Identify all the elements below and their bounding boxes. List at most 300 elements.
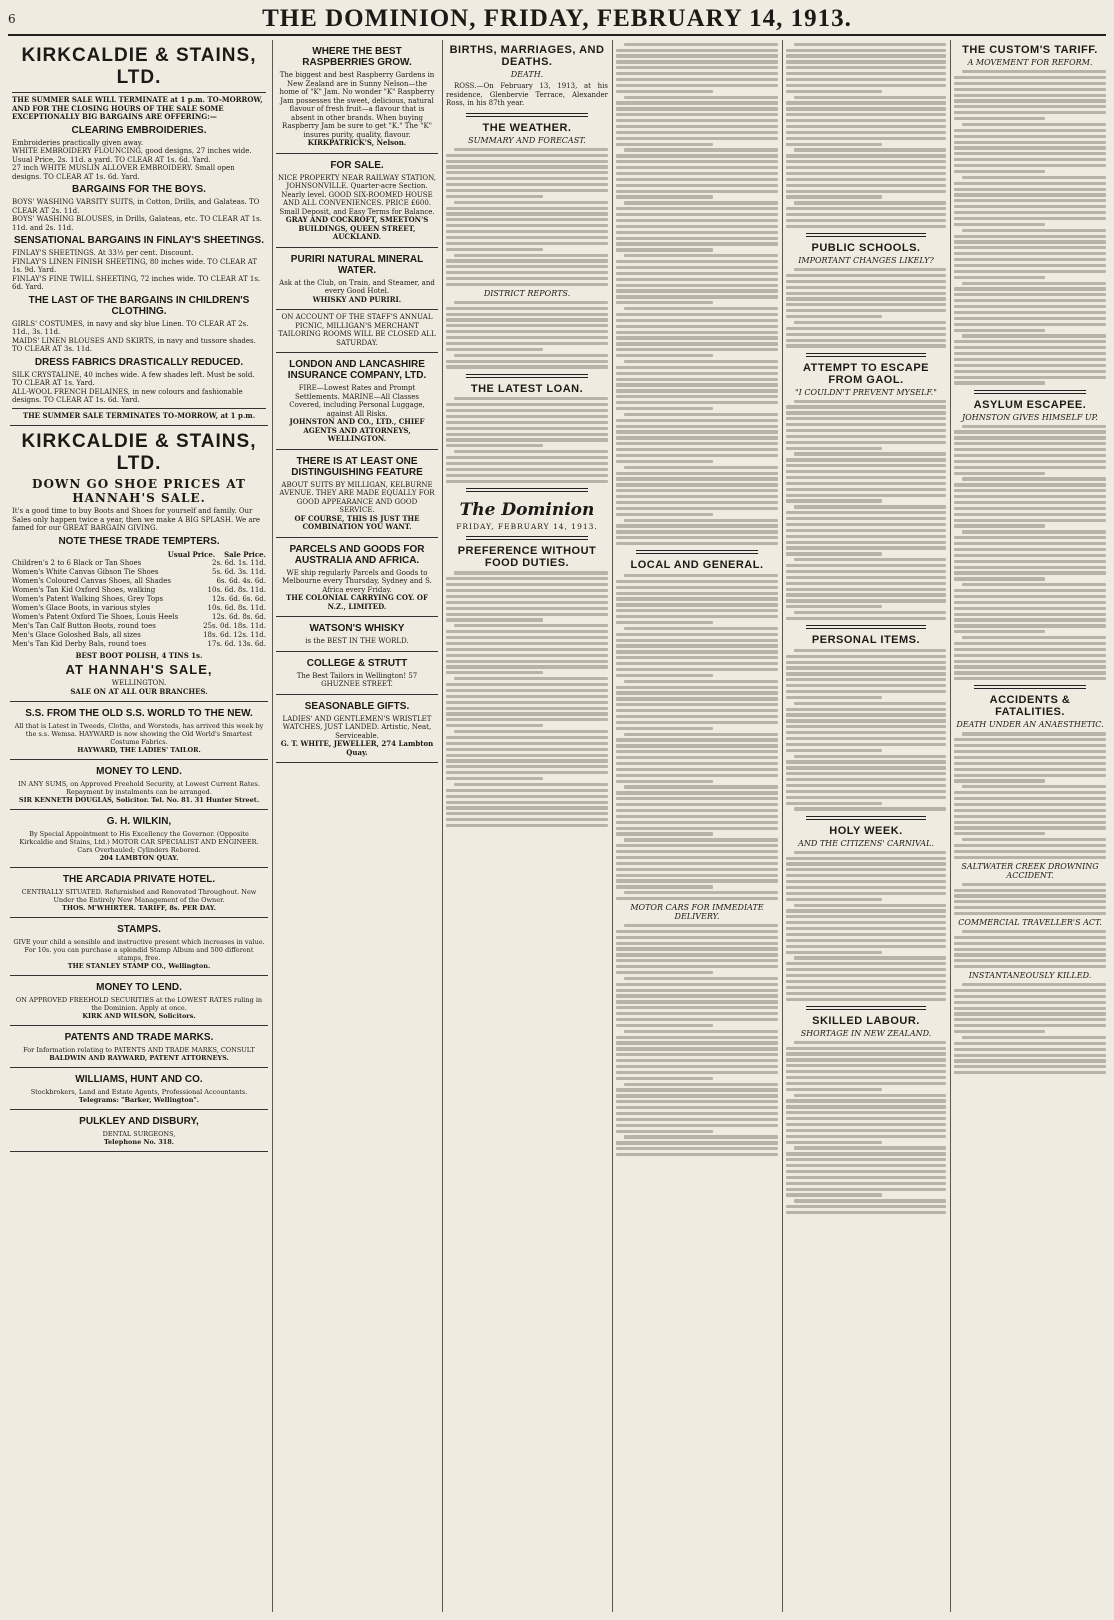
masthead [8,4,1106,36]
text-line [446,642,608,645]
text-line [954,299,1106,302]
text-line [616,325,778,328]
text-line [616,372,778,375]
text-line [954,311,1106,314]
text-line [954,211,1106,214]
text-line [446,801,608,804]
text-line [786,541,946,544]
text-line [616,756,778,759]
text-line [454,301,608,304]
text-line [786,605,882,608]
text-line [446,259,608,262]
text-line [446,462,608,465]
text-line [616,90,713,93]
text-line [616,1041,778,1044]
text-line [446,189,608,192]
text-line [954,381,1045,384]
holy-week-subheading: AND THE CITIZENS' CARNIVAL. [798,838,934,848]
text-line [954,624,1106,627]
text-line [786,333,946,336]
text-line [786,292,946,295]
text-line [954,607,1106,610]
text-line [446,283,608,286]
column-3 [446,40,608,1614]
text-line [954,152,1106,155]
text-line [786,125,946,128]
text-line [446,695,608,698]
text-line [624,891,778,894]
text-line [446,224,608,227]
text-line [446,683,608,686]
text-line [786,749,882,752]
text-line [786,927,946,930]
text-line [446,736,608,739]
text-line [786,178,946,181]
classified-ad-title: WILLIAMS, HUNT AND CO. [75,1074,203,1085]
text-line [616,862,778,865]
text-line [616,143,713,146]
text-line [446,456,608,459]
text-line [446,218,608,221]
display-ad-body: NICE PROPERTY NEAR RAILWAY STATION, JOHNSONVILLE. Quarter-acre Section. Nearly level. GOOD SIX-ROOMED HOUSE AND ALL CONVENIENCES. PRICE £600. Small Deposit, and Easy Terms for Balance. [278,173,436,216]
text-line [616,1153,778,1156]
display-ad-title: THERE IS AT LEAST ONE DISTINGUISHING FEATURE [291,455,423,478]
text-line [794,851,946,854]
text-line [786,280,946,283]
text-line [954,472,1045,475]
text-line [954,768,1106,771]
text-line [954,448,1106,451]
text-line [616,184,778,187]
text-line [786,143,882,146]
text-line [794,558,946,561]
text-line [616,160,778,163]
classified-ad-title: S.S. FROM THE OLD S.S. WORLD TO THE NEW. [25,708,253,719]
skilled-labour-text [786,1041,946,1215]
text-line [446,212,608,215]
text-line [954,803,1106,806]
display-ad-footer: WHISKY AND PURIRI. [312,294,402,304]
text-line [954,648,1106,651]
classified-ad-title: G. H. WILKIN, [106,816,172,827]
traveller-subheading: COMMERCIAL TRAVELLER'S ACT. [958,917,1102,927]
display-ad-body: The Best Tailors in Wellington! 57 GHUZNEE STREET. [296,671,418,688]
classified-ad-body: IN ANY SUMS, on Approved Freehold Security, at Lowest Current Rates. Repayment by instalments can be arranged. [18,780,260,796]
text-line [786,986,946,989]
classified-ad [10,702,268,760]
text-line [954,894,1106,897]
text-line [616,650,778,653]
column-rule [950,40,951,1612]
text-line [616,1147,778,1150]
text-line [954,146,1106,149]
display-ad [276,617,438,652]
text-line [962,334,1106,337]
personal-text [786,649,946,811]
text-line [954,358,1106,361]
text-line [954,959,1106,962]
text-line [954,111,1106,114]
preference-text [446,571,608,827]
small-ads-block [10,702,268,1152]
text-line [616,809,778,812]
text-line [616,1053,778,1056]
skilled-labour-heading: SKILLED LABOUR. [812,1014,920,1027]
text-line [454,201,608,204]
classified-ad-body: CENTRALLY SITUATED. Refurnished and Renovated Throughout. New Under the Entirely New Management of the Owner. [21,888,257,904]
text-line [786,172,946,175]
text-line [786,303,946,306]
text-line [616,436,778,439]
text-line [786,213,946,216]
display-ad-title: PURIRI NATURAL MINERAL WATER. [290,253,424,276]
classified-ad-footer: THE STANLEY STAMP CO., Wellington. [67,962,211,970]
text-line [616,668,778,671]
personal-heading: PERSONAL ITEMS. [811,634,921,647]
text-line [454,730,608,733]
text-line [616,248,713,251]
text-line [446,812,608,815]
text-line [446,433,608,436]
price-table-heading: NOTE THESE TRADE TEMPTERS. [58,535,220,547]
text-line [954,489,1106,492]
text-line [962,123,1106,126]
local-heading: LOCAL AND GENERAL. [630,559,764,572]
sale-section-heading: CLEARING EMBROIDERIES. [71,124,207,136]
display-ad [276,353,438,450]
text-line [954,370,1106,373]
text-line [786,60,946,63]
text-line [786,945,946,948]
text-line [954,738,1106,741]
shoe-item: Men's Tan Calf Button Boots, round toes [12,621,156,630]
text-line [954,141,1106,144]
text-line [446,248,543,251]
text-line [616,107,778,110]
text-line [786,1176,946,1179]
display-ad-body: is the BEST IN THE WORLD. [305,637,409,645]
sale-item: SILK CRYSTALINE, 40 inches wide. A few shades left. Must be sold. TO CLEAR AT 1s. Yard. [12,370,255,387]
text-line [954,1042,1106,1045]
skilled-labour-subheading: SHORTAGE IN NEW ZEALAND. [800,1028,932,1038]
text-line [786,1141,882,1144]
text-line [624,785,778,788]
death-notice: ROSS.—On February 13, 1913, at his residence, Glenbervie Terrace, Alexander Ross, in his 87th year. [446,82,608,108]
text-line [962,732,1106,735]
sale-item: Embroideries practically given away. [12,138,144,147]
shoe-prices: 5s. 6d. 3s. 11d. [212,567,266,576]
sale-item: 27 inch WHITE MUSLIN ALLOVER EMBROIDERY. Small open designs. TO CLEAR AT 1s. 6d. Yard. [12,164,235,181]
classified-ad-footer: Telegrams: "Barker, Wellington". [78,1096,200,1104]
text-line [446,795,608,798]
ad-title: KIRKCALDIE & STAINS, LTD. [21,431,257,474]
paper-banner: The Dominion [459,499,595,520]
text-line [616,942,778,945]
text-line [954,129,1106,132]
text-line [616,72,778,75]
text-line [786,617,946,620]
preference-heading: PREFERENCE WITHOUT FOOD DUTIES. [457,544,597,569]
text-line [954,995,1106,998]
text-line [786,998,946,1001]
column-5 [786,40,946,1614]
text-line [616,1000,778,1003]
text-line [954,965,1106,968]
text-line [954,1065,1106,1068]
price-row [12,640,266,649]
text-line [954,258,1106,261]
column-rule [782,40,783,1612]
text-line [446,748,608,751]
text-line [454,677,608,680]
text-line [786,78,946,81]
text-line [616,644,778,647]
text-line [786,1129,946,1132]
text-line [616,656,778,659]
text-line [954,235,1106,238]
display-ad-footer: GRAY AND COCKROFT, SMEETON'S BUILDINGS, QUEEN STREET, AUCKLAND. [285,215,429,241]
text-line [954,900,1106,903]
shoe-prices: 6s. 6d. 4s. 6d. [216,576,266,585]
births-heading: BIRTHS, MARRIAGES, AND DEATHS. [449,44,605,68]
classified-ad [10,868,268,918]
text-line [446,671,543,674]
text-line [786,974,946,977]
text-line [786,1058,946,1061]
text-line [786,772,946,775]
column-2 [276,40,438,1614]
text-line [954,346,1106,349]
sale-section-heading: DRESS FABRICS DRASTICALLY REDUCED. [34,356,244,368]
text-line [616,295,778,298]
text-line [616,137,778,140]
text-line [954,76,1106,79]
text-line [616,242,778,245]
text-line [616,284,778,287]
text-line [954,821,1106,824]
classified-ad-body: DENTAL SURGEONS, [102,1130,176,1138]
text-line [954,942,1106,945]
text-line [962,1036,1106,1039]
text-line [786,1111,946,1114]
text-line [616,425,778,428]
hannah-footer-branches: SALE ON AT ALL OUR BRANCHES. [70,686,208,696]
text-line [954,164,1106,167]
display-ad [276,450,438,538]
display-ad-title: PARCELS AND GOODS FOR AUSTRALIA AND AFRICA. [289,543,425,566]
text-line [616,1118,778,1121]
motor-text [616,924,778,1156]
shoe-item: Women's Tan Kid Oxford Shoes, walking [12,585,156,594]
text-line [616,639,778,642]
text-line [616,832,713,835]
text-line [954,826,1106,829]
sale-section-heading: THE LAST OF THE BARGAINS IN CHILDREN'S CLOTHING. [28,294,250,317]
text-line [616,936,778,939]
shoe-prices: 12s. 6d. 8s. 6d. [212,612,266,621]
text-line [446,601,608,604]
text-line [624,307,778,310]
public-schools-heading: PUBLIC SCHOOLS. [811,242,921,254]
text-line [954,1012,1106,1015]
text-line [794,268,946,271]
text-line [454,354,608,357]
text-line [954,750,1106,753]
text-line [616,78,778,81]
classified-ad-title: MONEY TO LEND. [96,982,182,993]
text-line [786,684,946,687]
text-line [616,166,778,169]
district-heading: DISTRICT REPORTS. [483,288,571,298]
text-line [786,1182,946,1185]
text-line [616,395,778,398]
text-line [962,425,1106,428]
text-line [616,983,778,986]
column-1 [10,40,268,1614]
text-line [616,207,778,210]
text-line [954,317,1106,320]
text-line [616,172,778,175]
text-line [616,621,713,624]
text-line [446,701,608,704]
text-line [954,677,1106,680]
price-row [12,568,266,577]
text-line [962,229,1106,232]
display-ad-body: Ask at the Club, on Train, and Steamer, and every Good Hotel. [279,278,435,295]
text-line [624,96,778,99]
display-ad-body: The biggest and best Raspberry Gardens in New Zealand are in Sunny Nelson—the home of "K" Jam. No wonder "K" Raspberry Jam possesses the sweet, delicious, natural flavour of fresh fruit—a flavour that is absent in other brands. When buying Raspberry Jam be sure to get "K." The "K" insures purity, quality, flavour. [279,71,435,139]
price-table [12,559,266,649]
tariff-text [954,70,1106,385]
text-line [954,182,1106,185]
accidents-heading: ACCIDENTS & FATALITIES. [989,694,1071,719]
text-line [616,366,778,369]
classified-ad-title: PATENTS AND TRADE MARKS. [64,1032,214,1043]
text-line [954,809,1106,812]
text-line [954,791,1106,794]
text-line [954,948,1106,951]
text-line [446,754,608,757]
text-line [624,838,778,841]
text-line [616,856,778,859]
text-line [616,930,778,933]
text-line [454,397,608,400]
text-line [954,264,1106,267]
text-line [786,790,946,793]
display-ad-body: WE ship regularly Parcels and Goods to Melbourne every Thursday, Sydney and S. Africa every Friday. [282,568,432,594]
shoe-prices: 2s. 6d. 1s. 11d. [212,558,266,567]
tariff-heading: THE CUSTOM'S TARIFF. [962,44,1098,56]
text-line [446,468,608,471]
text-line [624,148,778,151]
text-line [624,254,778,257]
text-line [446,195,543,198]
text-line [954,832,1045,835]
text-line [786,1064,946,1067]
classified-ad-footer: 204 LAMBTON QUAY. [99,854,179,862]
text-line [786,429,946,432]
text-line [454,450,608,453]
text-line [616,780,713,783]
text-line [786,713,946,716]
text-line [616,971,713,974]
page-number: 6 [8,12,16,26]
text-line [954,495,1106,498]
text-line [446,444,543,447]
display-ad-footer: KIRKPATRICK'S, Nelson. [307,138,407,147]
text-line [954,240,1106,243]
text-line [786,488,946,491]
text-line [794,755,946,758]
text-line [786,309,946,312]
text-line [616,407,713,410]
text-line [786,417,946,420]
sale-section-heading: SENSATIONAL BARGAINS IN FINLAY'S SHEETINGS. [14,235,264,246]
text-line [616,686,778,689]
text-line [794,43,946,46]
text-line [446,595,608,598]
sale-item: WHITE EMBROIDERY FLOUNCING, good designs, 27 inches wide. Usual Price, 2s. 11d. a yard. TO CLEAR AT 1s. 6d. Yard. [12,147,252,164]
text-line [954,507,1106,510]
text-line [616,383,778,386]
text-line [446,689,608,692]
sale-item: FINLAY'S LINEN FINISH SHEETING, 80 inches wide. TO CLEAR AT 1s. 9d. Yard. [12,257,258,274]
text-line [954,566,1106,569]
text-line [446,474,608,477]
text-line [786,690,946,693]
text-line [786,131,946,134]
text-line [616,319,778,322]
text-line [954,193,1106,196]
column-rule [272,40,273,1612]
text-line [446,438,608,441]
text-line [446,806,608,809]
text-line [616,348,778,351]
text-line [446,577,608,580]
text-line [954,436,1106,439]
text-line [954,223,1045,226]
classified-ad [10,760,268,810]
text-line [616,49,778,52]
text-line [786,576,946,579]
text-line [954,889,1106,892]
text-line [454,148,608,151]
text-line [454,624,608,627]
text-line [794,1094,946,1097]
text-line [616,1130,713,1133]
text-line [954,601,1106,604]
text-line [954,82,1106,85]
display-ad-title: LONDON AND LANCASHIRE INSURANCE COMPANY, LTD. [287,359,427,381]
text-line [624,201,778,204]
anaesthetic-subheading: DEATH UNDER AN ANAESTHETIC. [956,720,1104,730]
price-row [12,595,266,604]
text-line [794,1041,946,1044]
text-line [786,1170,946,1173]
text-line [786,1211,946,1214]
text-line [786,344,946,347]
text-line [616,342,778,345]
text-line [786,588,946,591]
text-line [616,879,778,882]
text-line [616,54,778,57]
text-line [954,654,1106,657]
text-line [786,678,946,681]
text-line [624,924,778,927]
display-ad [276,538,438,618]
shoe-item: Women's Patent Walking Shoes, Grey Tops [12,594,164,603]
text-line [954,340,1106,343]
